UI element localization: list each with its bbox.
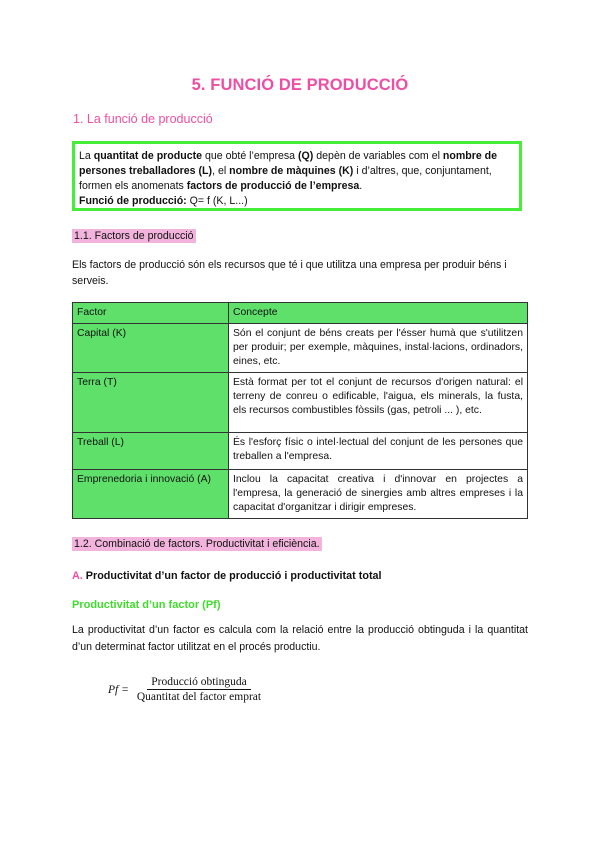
concepte-cell: Són el conjunt de béns creats per l'ésser humà que s'utilitzen per produir; per exemple, màquines, instal·lacions, ordinadors, eines, etc.	[229, 324, 528, 373]
concepte-cell: Inclou la capacitat creativa i d'innovar en projectes a l'empresa, la generació de sinergies amb altres empreses i la capacitat d'organitzar i dirigir empreses.	[229, 470, 528, 519]
section-heading-funcio: 1. La funció de producció	[73, 112, 213, 126]
header-factor: Factor	[73, 303, 229, 324]
definition-text: La quantitat de producte que obté l’empresa (Q) depèn de variables com el nombre de persones treballadores (L), el nombre de màquines (K) i d’altres, que, conjuntament, formen els anomenats factors de producció de l’empresa.	[79, 150, 498, 192]
factor-cell: Terra (T)	[73, 373, 229, 433]
factors-paragraph: Els factors de producció són els recursos que té i que utilitza una empresa per produir béns i serveis.	[72, 259, 507, 287]
table-header-row	[73, 303, 528, 324]
definition-box	[72, 141, 522, 211]
subsection-heading-factors: 1.1. Factors de producció	[74, 230, 194, 242]
formula-fraction	[135, 676, 263, 703]
pf-formula	[108, 676, 263, 703]
header-concepte: Concepte	[229, 303, 528, 324]
subheading-pf: Productivitat d’un factor (Pf)	[72, 599, 221, 611]
subsection-heading-combinacio: 1.2. Combinació de factors. Productivitat i eficiència.	[74, 538, 320, 550]
table-row	[73, 470, 528, 519]
concepte-cell: És l'esforç físic o intel·lectual del conjunt de les persones que treballen a l'empresa.	[229, 433, 528, 470]
concepte-cell: Està format per tot el conjunt de recursos d'origen natural: el terreny de conreu o edificable, l'aigua, els minerals, la fusta, els recursos combustibles fòssils (gas, petroli ... ), etc.	[229, 373, 528, 433]
factor-cell: Treball (L)	[73, 433, 229, 470]
table-row	[73, 324, 528, 373]
page-title: 5. FUNCIÓ DE PRODUCCIÓ	[191, 76, 409, 94]
formula-lhs: Pf =	[108, 683, 129, 696]
production-function: Funció de producció: Q= f (K, L...)	[79, 195, 248, 207]
subheading-productivitat: A. Productivitat d’un factor de producció i productivitat total	[72, 570, 382, 582]
factor-cell: Capital (K)	[73, 324, 229, 373]
table-row	[73, 373, 528, 433]
formula-denominator: Quantitat del factor emprat	[136, 691, 262, 703]
table-row	[73, 433, 528, 470]
factor-cell: Emprenedoria i innovació (A)	[73, 470, 229, 519]
formula-numerator: Producció obtinguda	[147, 676, 251, 690]
factors-table	[72, 302, 528, 519]
productivitat-paragraph: La productivitat d’un factor es calcula com la relació entre la producció obtinguda i la quantitat d’un determinat factor utilitzat en el procés productiu.	[72, 624, 528, 653]
